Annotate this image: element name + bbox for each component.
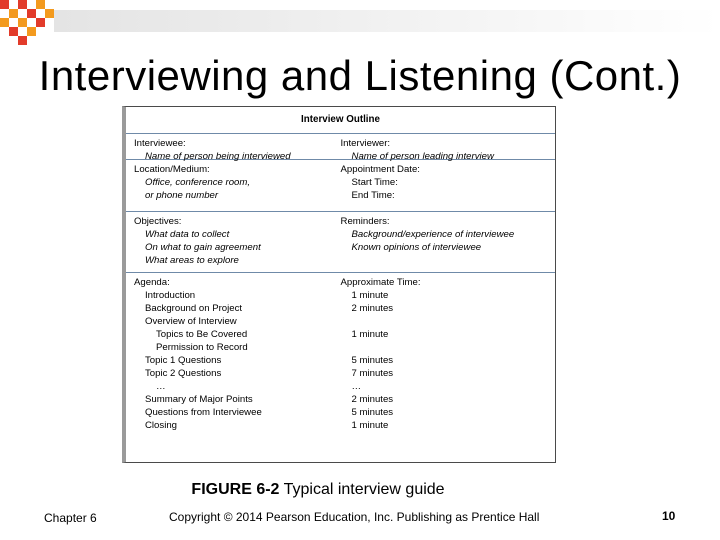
outline-heading: Interview Outline bbox=[126, 107, 555, 134]
decor-square bbox=[0, 18, 9, 27]
interviewer-label: Interviewer: bbox=[340, 138, 391, 149]
agenda-item: Topics to Be Covered bbox=[156, 329, 248, 340]
reminders-label: Reminders: bbox=[340, 216, 390, 227]
page-number: 10 bbox=[662, 509, 676, 523]
interviewee-label: Interviewee: bbox=[134, 138, 186, 149]
agenda-item: Summary of Major Points bbox=[145, 394, 253, 405]
decor-square bbox=[45, 9, 54, 18]
title-accent-bar bbox=[54, 10, 720, 32]
decor-square bbox=[0, 0, 9, 9]
time-item: 1 minute bbox=[351, 420, 389, 431]
objective-item: What data to collect bbox=[145, 229, 230, 240]
decor-square bbox=[9, 27, 18, 36]
outline-row-agenda bbox=[126, 273, 555, 463]
agenda-item: Background on Project bbox=[145, 303, 243, 314]
time-item: 5 minutes bbox=[351, 355, 394, 366]
time-item: 5 minutes bbox=[351, 407, 394, 418]
time-item: 1 minute bbox=[351, 290, 389, 301]
time-item bbox=[341, 315, 555, 328]
decor-square bbox=[36, 18, 45, 27]
decor-square bbox=[36, 0, 45, 9]
decor-square bbox=[18, 18, 27, 27]
agenda-item: … bbox=[156, 381, 166, 392]
decor-square bbox=[18, 36, 27, 45]
reminder-item: Known opinions of interviewee bbox=[351, 242, 482, 253]
agenda-item: Overview of Interview bbox=[145, 316, 237, 327]
appointment-label: Appointment Date: bbox=[340, 164, 420, 175]
slide-title: Interviewing and Listening (Cont.) bbox=[38, 52, 682, 99]
time-label: Approximate Time: bbox=[340, 277, 421, 288]
interviewer-value: Name of person leading interview bbox=[351, 151, 494, 162]
time-item bbox=[341, 341, 555, 354]
agenda-item: Questions from Interviewee bbox=[145, 407, 262, 418]
time-item: 2 minutes bbox=[351, 303, 394, 314]
agenda-item: Topic 2 Questions bbox=[145, 368, 222, 379]
caption-text: Typical interview guide bbox=[283, 481, 445, 498]
time-item: 1 minute bbox=[351, 329, 389, 340]
time-item: 7 minutes bbox=[351, 368, 394, 379]
agenda-item: Topic 1 Questions bbox=[145, 355, 222, 366]
footer-copyright: Copyright © 2014 Pearson Education, Inc. Publishing as Prentice Hall bbox=[169, 510, 540, 524]
location-value: Office, conference room, bbox=[145, 177, 251, 188]
caption-figure-number: FIGURE 6-2 bbox=[191, 481, 280, 498]
agenda-item: Permission to Record bbox=[156, 342, 248, 353]
decor-square bbox=[18, 0, 27, 9]
agenda-item: Closing bbox=[145, 420, 177, 431]
time-item: … bbox=[351, 381, 362, 392]
agenda-item: Introduction bbox=[145, 290, 196, 301]
outline-row-objectives bbox=[126, 212, 555, 273]
decor-square bbox=[9, 9, 18, 18]
agenda-label: Agenda: bbox=[134, 277, 170, 288]
interviewee-value: Name of person being interviewed bbox=[145, 151, 291, 162]
outline-row-people bbox=[126, 134, 555, 160]
decor-square bbox=[27, 27, 36, 36]
location-value: or phone number bbox=[145, 190, 219, 201]
decor-square bbox=[27, 9, 36, 18]
reminder-item: Background/experience of interviewee bbox=[351, 229, 515, 240]
location-label: Location/Medium: bbox=[134, 164, 210, 175]
objective-item: On what to gain agreement bbox=[145, 242, 261, 253]
time-item: 2 minutes bbox=[351, 394, 394, 405]
outline-row-location bbox=[126, 160, 555, 212]
objectives-label: Objectives: bbox=[134, 216, 182, 227]
objective-item: What areas to explore bbox=[145, 255, 239, 266]
footer-chapter: Chapter 6 bbox=[44, 511, 97, 525]
appointment-start: Start Time: bbox=[351, 177, 398, 188]
figure-caption bbox=[0, 481, 636, 499]
appointment-end: End Time: bbox=[351, 190, 395, 201]
interview-outline-figure bbox=[122, 106, 556, 463]
